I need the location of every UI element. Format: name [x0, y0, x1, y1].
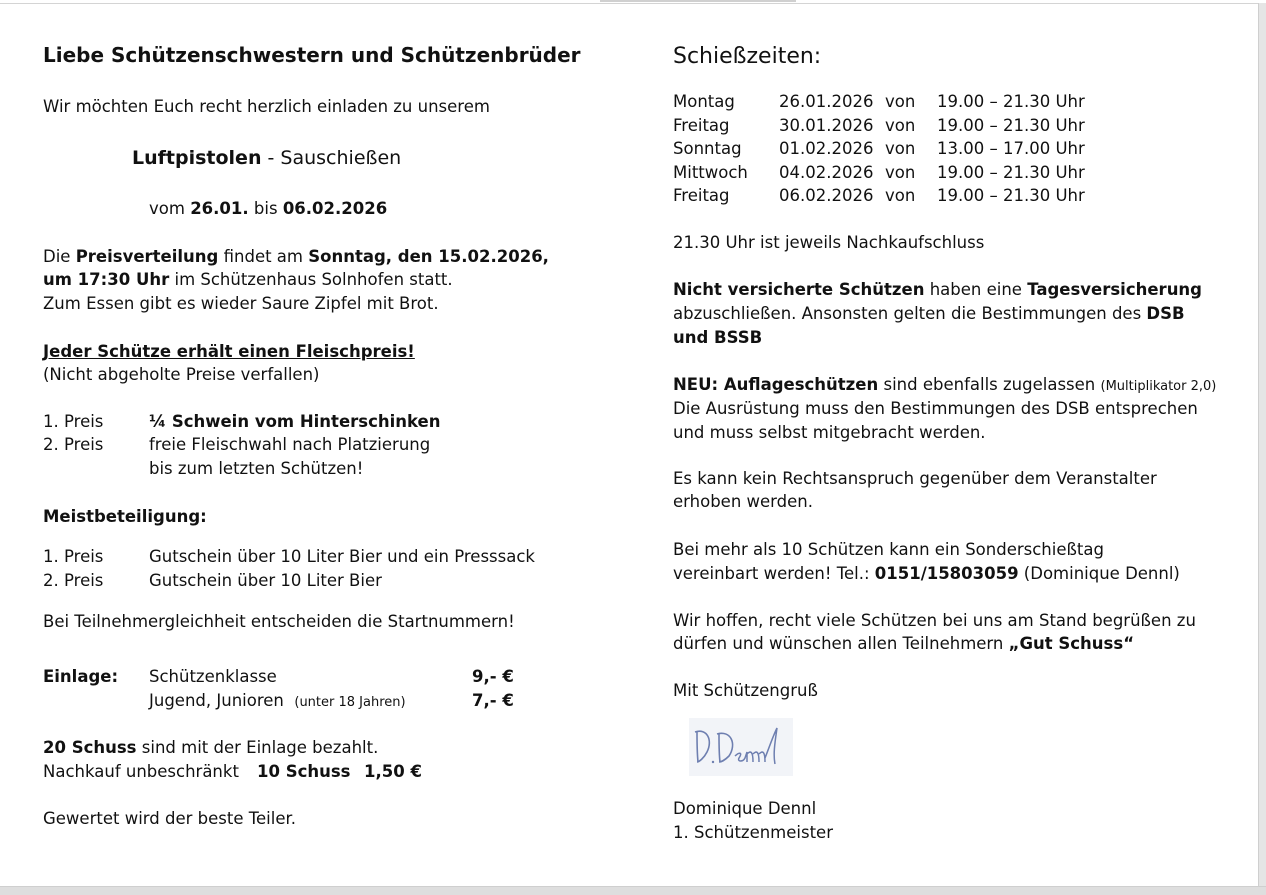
prize-2-text: freie Fleischwahl nach Platzierung	[149, 435, 431, 454]
closing-text: Mit Schützengruß	[673, 681, 818, 700]
insurance-text: haben eine	[924, 280, 1028, 299]
prize-1-label: 1. Preis	[43, 412, 104, 431]
legal-line-2: erhoben werden.	[673, 492, 813, 511]
schedule-time: 19.00 – 21.30 Uhr	[937, 92, 1085, 111]
legal-line-1: Es kann kein Rechtsanspruch gegenüber dem Veranstalter	[673, 469, 1157, 488]
award-text: findet am	[218, 247, 309, 266]
hope-line-1: Wir hoffen, recht viele Schützen bei uns am Stand begrüßen zu	[673, 611, 1196, 630]
event-title	[132, 147, 401, 171]
dates-to: 06.02.2026	[282, 199, 388, 218]
top-marker	[600, 0, 796, 2]
insurance-bold: Nicht versicherte Schützen	[673, 280, 925, 299]
fee-1-price-text: 9,- €	[472, 667, 514, 686]
hope-text: dürfen und wünschen allen Teilnehmern	[673, 634, 1009, 653]
insurance-line-3	[673, 326, 762, 350]
schedule-von: von	[885, 163, 916, 182]
meat-prize-heading: Jeder Schütze erhält einen Fleischpreis!	[43, 342, 415, 361]
page-edge-right	[1258, 3, 1266, 895]
schedule-day: Sonntag	[673, 139, 742, 158]
schedule-time: 19.00 – 21.30 Uhr	[937, 163, 1085, 182]
neu-multiplier: (Multiplikator 2,0)	[1100, 379, 1217, 394]
participation-heading	[43, 505, 207, 529]
award-time: um 17:30 Uhr	[43, 270, 170, 289]
insurance-bold: und BSSB	[673, 328, 763, 347]
signer-role: 1. Schützenmeister	[673, 823, 833, 842]
schedule-day: Montag	[673, 92, 735, 111]
neu-line-2: Die Ausrüstung muss den Bestimmungen des DSB entsprechen	[673, 399, 1198, 418]
fee-2-price-text: 7,- €	[472, 691, 514, 710]
cutoff-text: 21.30 Uhr ist jeweils Nachkaufschluss	[673, 233, 985, 252]
dates-from: 26.01.	[190, 199, 249, 218]
contact-name: (Dominique Dennl)	[1018, 564, 1180, 583]
neu-line-3: und muss selbst mitgebracht werden.	[673, 423, 986, 442]
insurance-bold: DSB	[1146, 304, 1185, 323]
participation-2-label: 2. Preis	[43, 571, 104, 590]
award-place: im Schützenhaus Solnhofen statt.	[169, 270, 453, 289]
shots-rebuy-count	[257, 760, 351, 784]
special-line-2	[673, 562, 1180, 586]
schedule-day: Freitag	[673, 186, 730, 205]
award-line-2	[43, 268, 453, 292]
shots-rebuy-count-text: 10 Schuss	[257, 762, 351, 781]
signature-drawing	[689, 718, 793, 776]
schedule-day: Mittwoch	[673, 163, 748, 182]
phone-number: 0151/15803059	[874, 564, 1019, 583]
schedule-date: 26.01.2026	[779, 92, 874, 111]
insurance-line-2	[673, 302, 1185, 326]
fee-2-name-text: Jugend, Junioren	[149, 691, 284, 710]
participation-1-label: 1. Preis	[43, 547, 104, 566]
schedule-date: 30.01.2026	[779, 116, 874, 135]
schedule-von: von	[885, 116, 916, 135]
special-text: vereinbart werden! Tel.:	[673, 564, 875, 583]
schedule-date: 04.02.2026	[779, 163, 874, 182]
schedule-time: 13.00 – 17.00 Uhr	[937, 139, 1085, 158]
fee-label-text: Einlage:	[43, 667, 119, 686]
insurance-bold: Tagesversicherung	[1027, 280, 1202, 299]
schedule-time: 19.00 – 21.30 Uhr	[937, 186, 1085, 205]
event-title-rest: - Sauschießen	[261, 147, 402, 169]
schedule-day: Freitag	[673, 116, 730, 135]
event-dates	[149, 197, 387, 221]
prize-1-bold: ¼ Schwein vom Hinterschinken	[149, 412, 441, 431]
fee-label	[43, 665, 118, 689]
award-date: Sonntag, den 15.02.2026,	[308, 247, 549, 266]
participation-heading-text: Meistbeteiligung:	[43, 507, 207, 526]
rating-rule: Gewertet wird der beste Teiler.	[43, 809, 296, 828]
shots-count: 20 Schuss	[43, 738, 137, 757]
schedule-heading: Schießzeiten:	[673, 44, 822, 69]
gut-schuss: „Gut Schuss“	[1008, 634, 1135, 653]
prize-2-label: 2. Preis	[43, 435, 104, 454]
award-line-3: Zum Essen gibt es wieder Saure Zipfel mit Brot.	[43, 294, 439, 313]
schedule-von: von	[885, 139, 916, 158]
page-edge-bottom	[0, 886, 1266, 895]
dates-mid: bis	[248, 199, 283, 218]
special-line-1: Bei mehr als 10 Schützen kann ein Sonderschießtag	[673, 540, 1104, 559]
award-text: Die	[43, 247, 76, 266]
schedule-date: 06.02.2026	[779, 186, 874, 205]
meat-prize-note: (Nicht abgeholte Preise verfallen)	[43, 365, 320, 384]
tie-rule: Bei Teilnehmergleichheit entscheiden die Startnummern!	[43, 612, 515, 631]
shots-rebuy-label: Nachkauf unbeschränkt	[43, 762, 239, 781]
top-border	[0, 3, 1266, 4]
schedule-date: 01.02.2026	[779, 139, 874, 158]
neu-text: sind ebenfalls zugelassen	[878, 375, 1101, 394]
invite-text: Wir möchten Euch recht herzlich einladen zu unserem	[43, 97, 490, 116]
schedule-time: 19.00 – 21.30 Uhr	[937, 116, 1085, 135]
shots-text: sind mit der Einlage bezahlt.	[136, 738, 379, 757]
neu-bold: NEU: Auflageschützen	[673, 375, 879, 394]
signature-image	[689, 718, 793, 776]
greeting-heading: Liebe Schützenschwestern und Schützenbrüder	[43, 43, 581, 67]
schedule-von: von	[885, 92, 916, 111]
event-title-bold: Luftpistolen	[132, 147, 262, 169]
schedule-von: von	[885, 186, 916, 205]
prize-2-continuation: bis zum letzten Schützen!	[149, 459, 364, 478]
fee-1-price	[472, 665, 514, 689]
prize-1-text	[149, 410, 441, 434]
award-line-1	[43, 245, 549, 269]
signer-name: Dominique Dennl	[673, 799, 817, 818]
insurance-text: abzuschließen. Ansonsten gelten die Bestimmungen des	[673, 304, 1147, 323]
hope-line-2	[673, 632, 1134, 656]
shots-included	[43, 736, 378, 760]
shots-rebuy-price	[364, 760, 422, 784]
fee-2-price	[472, 689, 514, 713]
fee-1-name: Schützenklasse	[149, 667, 277, 686]
shots-rebuy-price-text: 1,50 €	[364, 762, 422, 781]
fee-2-name	[149, 689, 406, 715]
insurance-line-1	[673, 278, 1202, 302]
participation-2-text: Gutschein über 10 Liter Bier	[149, 571, 382, 590]
fee-2-note: (unter 18 Jahren)	[294, 695, 406, 710]
neu-line-1	[673, 373, 1216, 399]
dates-pre: vom	[149, 199, 191, 218]
award-bold: Preisverteilung	[75, 247, 219, 266]
participation-1-text: Gutschein über 10 Liter Bier und ein Presssack	[149, 547, 535, 566]
